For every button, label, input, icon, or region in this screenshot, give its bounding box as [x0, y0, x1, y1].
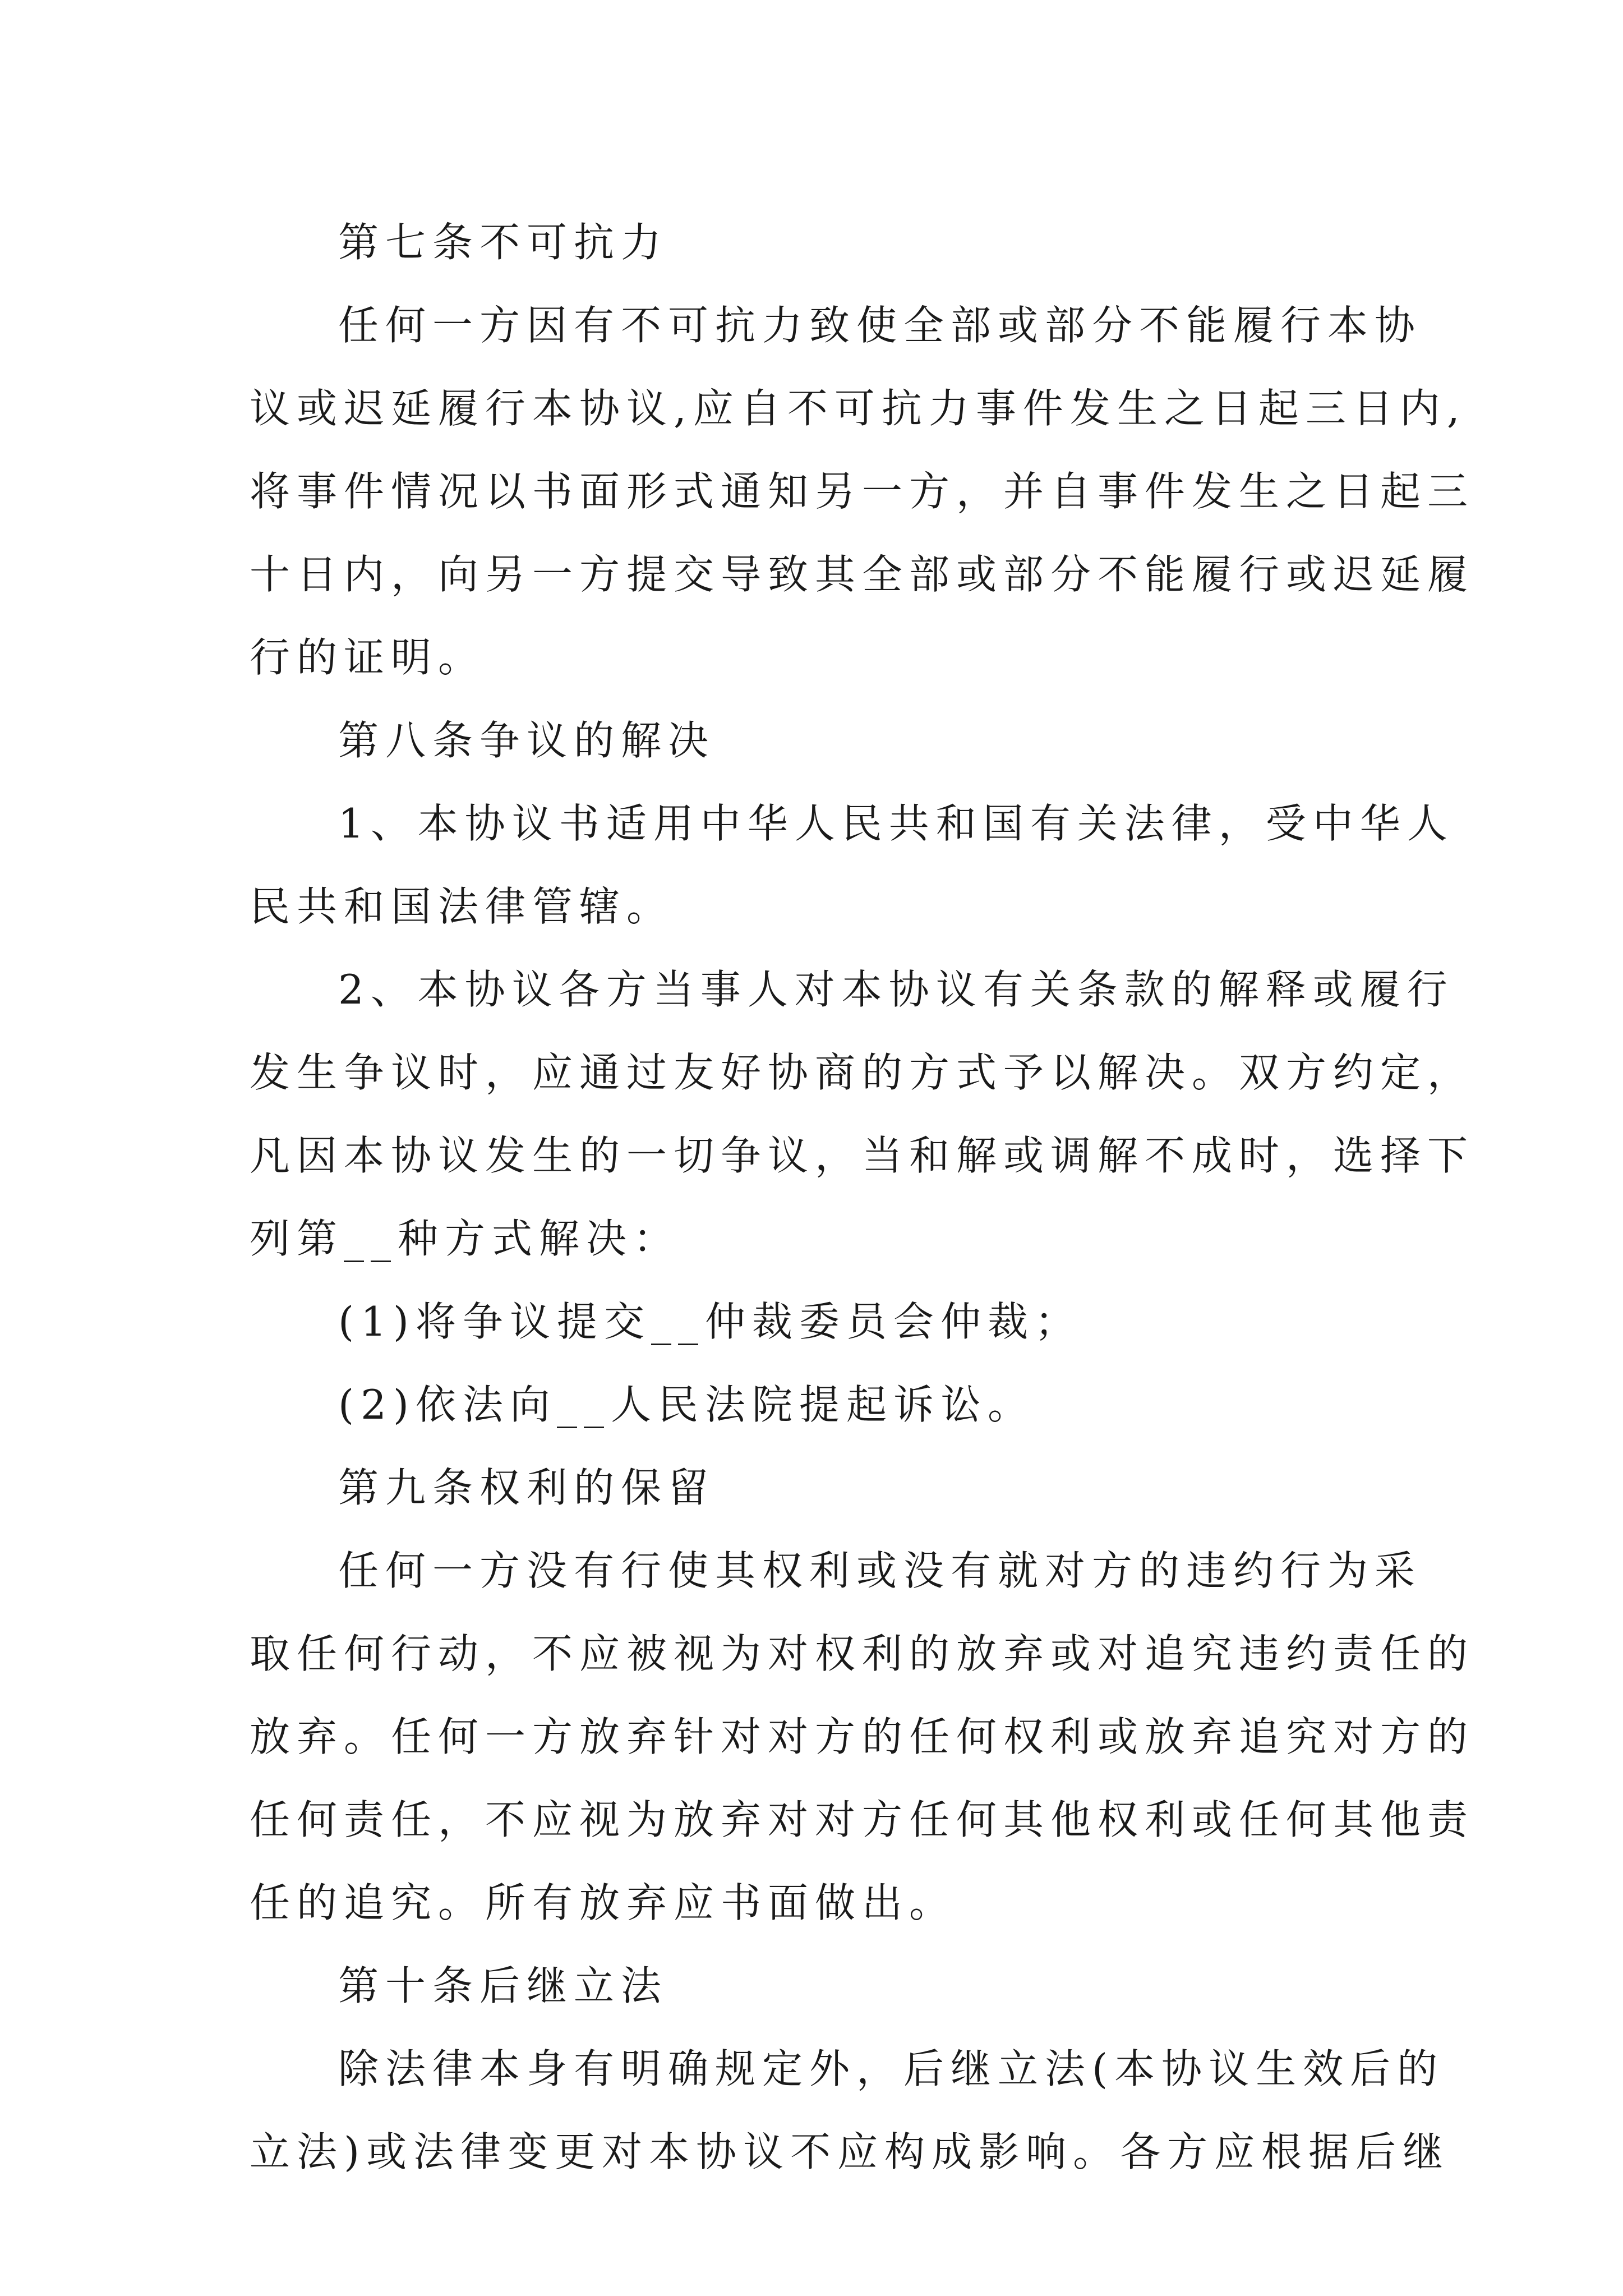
document-line: 民共和国法律管辖。 — [250, 883, 674, 930]
document-line: 除法律本身有明确规定外，后继立法(本协议生效后的 — [338, 2045, 1445, 2092]
document-line: 2、本协议各方当事人对本协议有关条款的解释或履行 — [338, 966, 1454, 1013]
document-line: 任何责任，不应视为放弃对对方任何其他权利或任何其他责 — [250, 1796, 1475, 1843]
document-line: 任何一方没有行使其权利或没有就对方的违约行为采 — [338, 1547, 1422, 1594]
document-line: 任的追究。所有放弃应书面做出。 — [250, 1879, 957, 1926]
document-line: 立法)或法律变更对本协议不应构成影响。各方应根据后继 — [250, 2128, 1450, 2175]
document-line: (2)依法向__人民法院提起诉讼。 — [338, 1381, 1035, 1428]
document-line: 十日内，向另一方提交导致其全部或部分不能履行或迟延履 — [250, 551, 1475, 598]
document-line: 1、本协议书适用中华人民共和国有关法律，受中华人 — [338, 800, 1454, 847]
document-line: 将事件情况以书面形式通知另一方，并自事件发生之日起三 — [250, 468, 1475, 515]
document-line: 凡因本协议发生的一切争议，当和解或调解不成时，选择下 — [250, 1132, 1475, 1179]
document-line: 第九条权利的保留 — [338, 1464, 716, 1511]
document-line: (1)将争议提交__仲裁委员会仲裁； — [338, 1298, 1082, 1345]
document-line: 放弃。任何一方放弃针对对方的任何权利或放弃追究对方的 — [250, 1713, 1475, 1760]
document-body — [250, 201, 1475, 2193]
document-line: 第七条不可抗力 — [338, 219, 668, 266]
document-line: 第十条后继立法 — [338, 1962, 668, 2009]
document-line: 发生争议时，应通过友好协商的方式予以解决。双方约定， — [250, 1049, 1475, 1096]
document-line: 第八条争议的解决 — [338, 717, 716, 764]
document-line: 取任何行动，不应被视为对权利的放弃或对追究违约责任的 — [250, 1630, 1475, 1677]
document-line: 任何一方因有不可抗力致使全部或部分不能履行本协 — [338, 302, 1422, 349]
document-line: 行的证明。 — [250, 634, 486, 681]
document-line: 议或迟延履行本协议,应自不可抗力事件发生之日起三日内, — [250, 385, 1467, 432]
document-line: 列第__种方式解决： — [250, 1215, 681, 1262]
